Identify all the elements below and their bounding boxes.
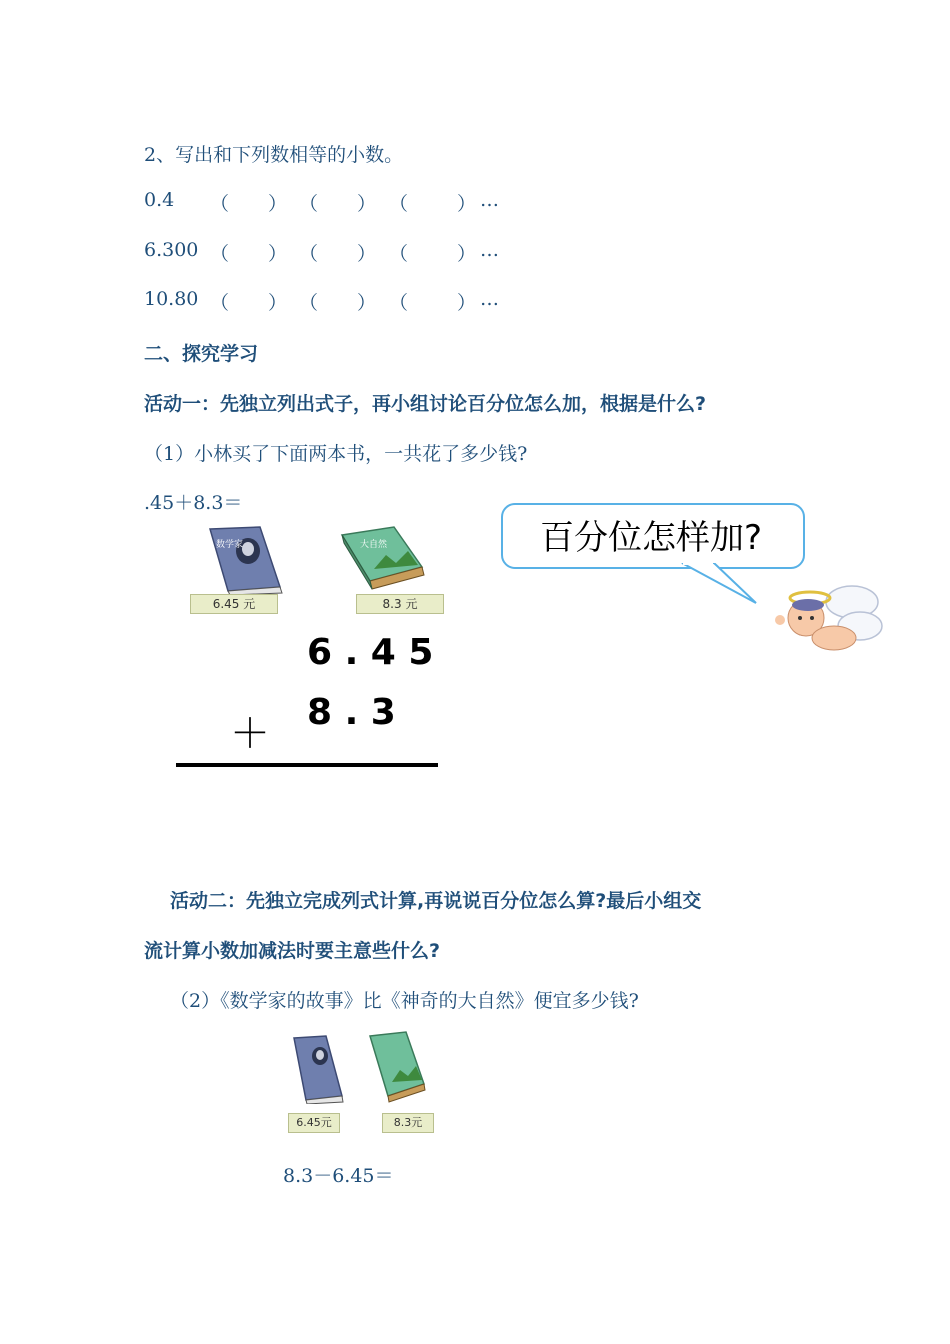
- price-tag: 6.45元: [288, 1113, 340, 1133]
- paren-open: （: [210, 292, 230, 314]
- paren-close: ）: [457, 193, 477, 215]
- activity-2-line-2: 流计算小数加减法时要主意些什么?: [144, 940, 441, 962]
- price-tag: 6.45 元: [190, 594, 278, 614]
- vertical-row-1: 6 . 4 5: [307, 632, 434, 673]
- math-story-book-icon: [288, 1034, 346, 1104]
- paren-close: ）: [357, 193, 377, 215]
- question-2: （2）《数学家的故事》比《神奇的大自然》便宜多少钱?: [170, 990, 639, 1012]
- ellipsis: …: [480, 239, 499, 261]
- row-number: 10.80: [144, 288, 199, 310]
- paren-open: （: [299, 292, 319, 314]
- paren-open: （: [299, 243, 319, 265]
- svg-text:数学家: 数学家: [216, 540, 244, 550]
- question-2-title: 2、写出和下列数相等的小数。: [144, 144, 404, 166]
- section-title: 二、探究学习: [144, 343, 259, 365]
- paren-open: （: [210, 193, 230, 215]
- price-tag: 8.3元: [382, 1113, 434, 1133]
- price-tag: 8.3 元: [356, 594, 444, 614]
- paren-close: ）: [457, 243, 477, 265]
- row-number: 6.300: [144, 239, 199, 261]
- activity-2-line-1: 活动二：先独立完成列式计算,再说说百分位怎么算?最后小组交: [170, 890, 702, 912]
- nature-book-icon: [366, 1030, 428, 1104]
- paren-close: ）: [268, 292, 288, 314]
- paren-open: （: [389, 243, 409, 265]
- row-number: 0.4: [144, 189, 175, 211]
- activity-1-title: 活动一：先独立列出式子，再小组讨论百分位怎么加，根据是什么?: [144, 393, 707, 415]
- paren-close: ）: [357, 243, 377, 265]
- math-story-book-icon: [198, 525, 288, 595]
- vertical-row-2: 8 . 3: [307, 692, 396, 733]
- paren-close: ）: [457, 292, 477, 314]
- speech-bubble-text: 百分位怎样加?: [540, 518, 763, 558]
- ellipsis: …: [480, 189, 499, 211]
- subtraction-expression: 8.3－6.45＝: [283, 1165, 394, 1187]
- paren-open: （: [210, 243, 230, 265]
- nature-book-icon: [334, 525, 430, 595]
- plus-sign: ＋: [230, 711, 270, 757]
- question-1: （1）小林买了下面两本书，一共花了多少钱?: [144, 443, 528, 465]
- paren-open: （: [299, 193, 319, 215]
- svg-text:大自然: 大自然: [360, 540, 388, 550]
- ellipsis: …: [480, 288, 499, 310]
- paren-open: （: [389, 193, 409, 215]
- addition-expression: .45＋8.3＝: [144, 492, 243, 514]
- paren-close: ）: [268, 193, 288, 215]
- paren-open: （: [389, 292, 409, 314]
- paren-close: ）: [357, 292, 377, 314]
- sum-line: [176, 763, 438, 767]
- paren-close: ）: [268, 243, 288, 265]
- angel-character-icon: [764, 572, 890, 658]
- speech-bubble-tail-icon: [680, 563, 760, 605]
